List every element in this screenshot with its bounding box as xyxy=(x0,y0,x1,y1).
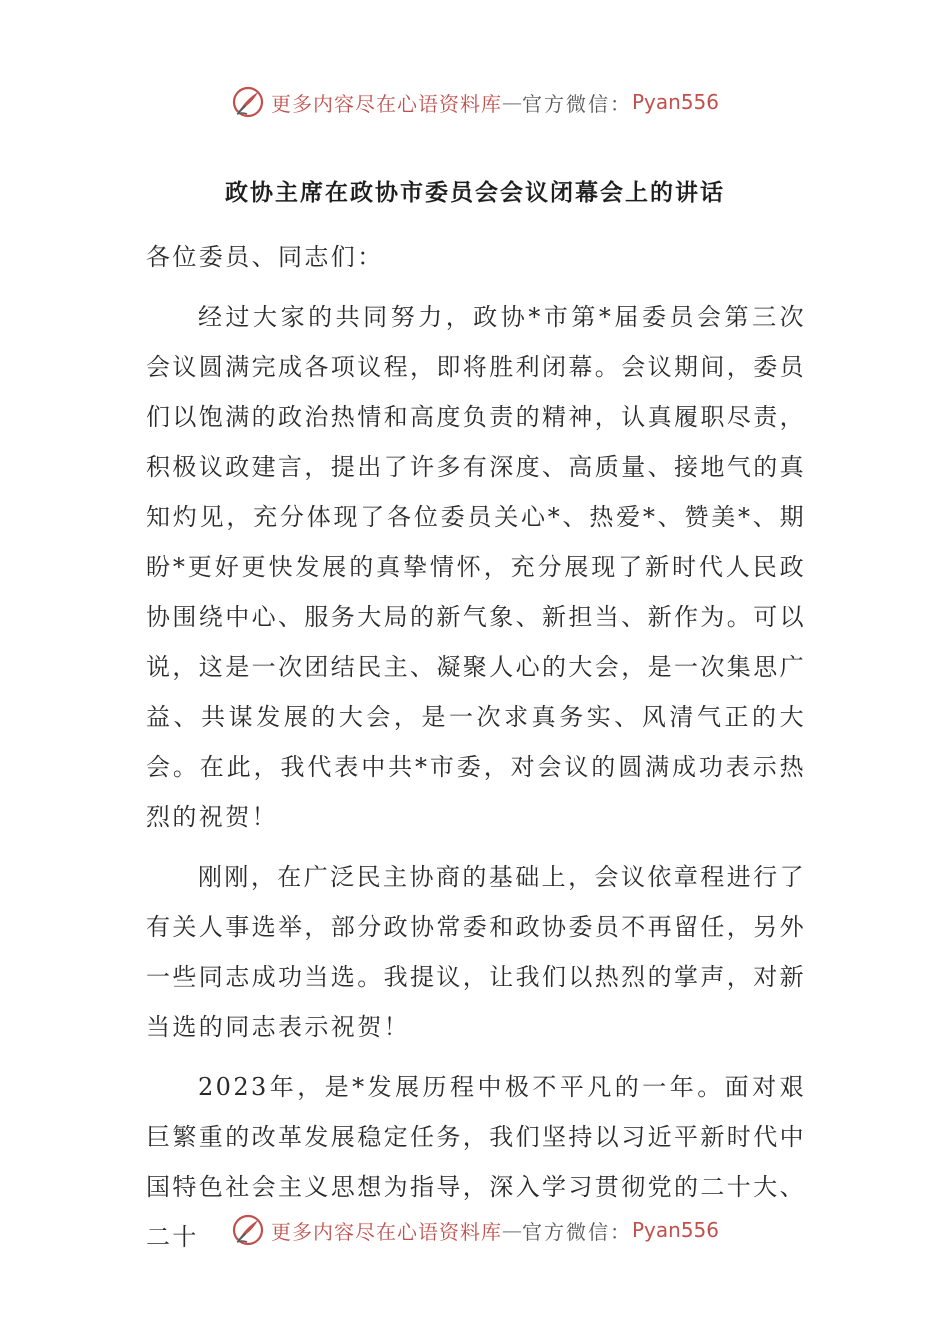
paragraph-3: 2023年，是*发展历程中极不平凡的一年。面对艰巨繁重的改革发展稳定任务，我们坚持以习近平新时代中国特色社会主义思想为指导，深入学习贯彻党的二十大、二十 xyxy=(146,1073,806,1251)
watermark-dash: — xyxy=(501,1218,522,1242)
watermark-footer xyxy=(0,1210,950,1250)
greeting: 各位委员、同志们： xyxy=(146,243,384,271)
document-body xyxy=(146,232,806,1272)
watermark-header xyxy=(0,82,950,122)
quill-logo-icon xyxy=(231,85,265,119)
watermark-wechat-label: 官方微信： xyxy=(521,91,632,116)
watermark-brand-text: 更多内容尽在心语资料库 xyxy=(270,1219,502,1244)
document-title: 政协主席在政协市委员会会议闭幕会上的讲话 xyxy=(225,179,725,206)
watermark-brand-text: 更多内容尽在心语资料库 xyxy=(270,91,502,116)
quill-logo-icon xyxy=(231,1213,265,1247)
watermark-dash: — xyxy=(501,90,522,114)
paragraph-1: 经过大家的共同努力，政协*市第*届委员会第三次会议圆满完成各项议程，即将胜利闭幕。会议期间，委员们以饱满的政治热情和高度负责的精神，认真履职尽责，积极议政建言，提出了许多有深度、高质量、接地气的真知灼见，充分体现了各位委员关心*、热爱*、赞美*、期盼*更好更快发展的真挚情怀，充分展现了新时代人民政协围绕中心、服务大局的新气象、新担当、新作为。可以说，这是一次团结民主、凝聚人心的大会，是一次集思广益、共谋发展的大会，是一次求真务实、风清气正的大会。在此，我代表中共*市委，对会议的圆满成功表示热烈的祝贺！ xyxy=(146,303,806,831)
paragraph-2: 刚刚，在广泛民主协商的基础上，会议依章程进行了有关人事选举，部分政协常委和政协委员不再留任，另外一些同志成功当选。我提议，让我们以热烈的掌声，对新当选的同志表示祝贺！ xyxy=(146,863,806,1041)
watermark-wechat-id: Pyan556 xyxy=(631,1218,719,1242)
watermark-wechat-id: Pyan556 xyxy=(631,90,719,114)
watermark-wechat-label: 官方微信： xyxy=(521,1219,632,1244)
